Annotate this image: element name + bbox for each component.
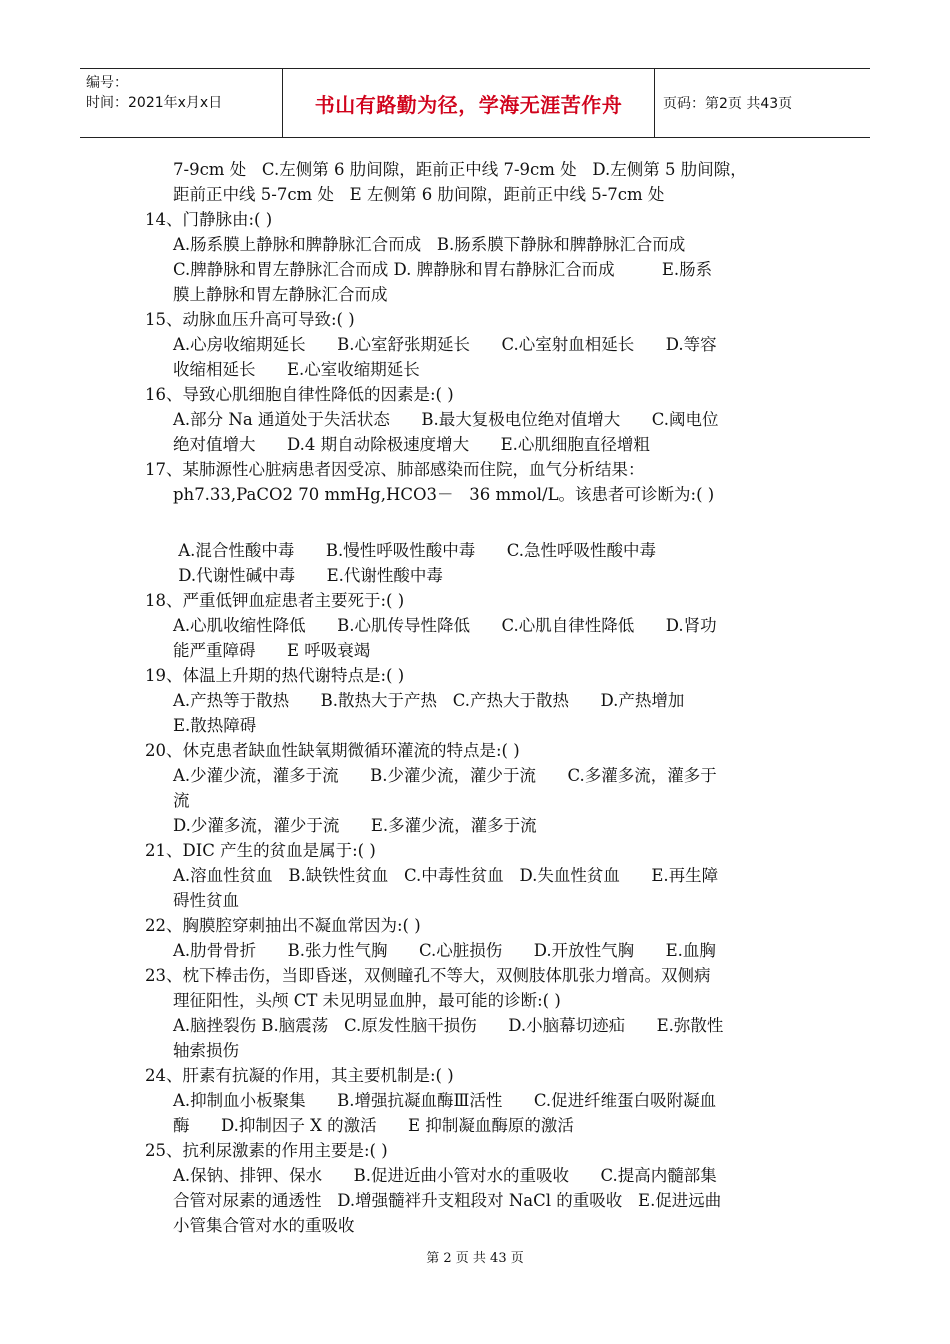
answer-options: A.产热等于散热 B.散热大于产热 C.产热大于散热 D.产热增加 [173,691,685,710]
answer-options: A.溶血性贫血 B.缺铁性贫血 C.中毒性贫血 D.失血性贫血 E.再生障 [173,866,719,885]
question-stem: 23、枕下棒击伤，当即昏迷，双侧瞳孔不等大，双侧肢体肌张力增高。双侧病 [145,966,711,985]
question-stem: 21、DIC 产生的贫血是属于:( ) [145,841,376,860]
header-page-number: 页码：第2页 共43页 [663,96,793,112]
text-line: 7-9cm 处 C.左侧第 6 肋间隙，距前正中线 7-9cm 处 D.左侧第 5 肋间隙， [173,160,747,179]
page-footer: 第 2 页 共 43 页 [426,1251,524,1266]
answer-options: A.心房收缩期延长 B.心室舒张期延长 C.心室射血相延长 D.等容 [173,335,717,354]
question-stem: 18、严重低钾血症患者主要死于:( ) [145,591,405,610]
answer-options: 能严重障碍 E 呼吸衰竭 [173,641,371,660]
answer-options: 绝对值增大 D.4 期自动除极速度增大 E.心肌细胞直径增粗 [173,435,650,454]
header-motto-cell [283,69,655,137]
page-header [80,68,870,138]
question-stem: 19、体温上升期的热代谢特点是:( ) [145,666,405,685]
header-page-cell [655,69,870,137]
answer-options: 酶 D.抑制因子 X 的激活 E 抑制凝血酶原的激活 [173,1116,574,1135]
answer-options: A.脑挫裂伤 B.脑震荡 C.原发性脑干损伤 D.小脑幕切迹疝 E.弥散性 [173,1016,724,1035]
answer-options: 轴索损伤 [173,1041,239,1060]
question-stem-continued: 理征阳性，头颅 CT 未见明显血肿，最可能的诊断:( ) [173,991,561,1010]
document-number-label: 编号： [86,75,128,91]
question-stem: 20、休克患者缺血性缺氧期微循环灌流的特点是:( ) [145,741,520,760]
answer-options: 膜上静脉和胃左静脉汇合而成 [173,285,388,304]
header-info-cell [80,69,283,137]
answer-options: 碍性贫血 [173,891,239,910]
question-body [145,157,815,1238]
answer-options: E.散热障碍 [173,716,257,735]
answer-options: C.脾静脉和胃左静脉汇合而成 D. 脾静脉和胃右静脉汇合而成 E.肠系 [173,260,713,279]
answer-options: A.少灌少流，灌多于流 B.少灌少流，灌少于流 C.多灌多流，灌多于 [173,766,717,785]
answer-options: 小管集合管对水的重吸收 [173,1216,355,1235]
answer-options: A.肋骨骨折 B.张力性气胸 C.心脏损伤 D.开放性气胸 E.血胸 [173,941,716,960]
question-stem-continued: ph7.33,PaCO2 70 mmHg,HCO3－ 36 mmol/L。该患者可诊断为:( ) [173,485,715,504]
question-stem: 22、胸膜腔穿刺抽出不凝血常因为:( ) [145,916,421,935]
question-stem: 14、门静脉由:( ) [145,210,273,229]
answer-options: A.肠系膜上静脉和脾静脉汇合而成 B.肠系膜下静脉和脾静脉汇合而成 [173,235,686,254]
header-motto: 书山有路勤为径，学海无涯苦作舟 [314,92,623,117]
question-stem: 24、肝素有抗凝的作用，其主要机制是:( ) [145,1066,454,1085]
question-stem: 17、某肺源性心脏病患者因受凉、肺部感染而住院，血气分析结果： [145,460,645,479]
answer-options: A.混合性酸中毒 B.慢性呼吸性酸中毒 C.急性呼吸性酸中毒 [173,541,656,560]
document-time-label: 时间：2021年x月x日 [86,95,223,111]
question-stem: 25、抗利尿激素的作用主要是:( ) [145,1141,388,1160]
question-stem: 15、动脉血压升高可导致:( ) [145,310,355,329]
blank-line [145,507,815,538]
answer-options: A.部分 Na 通道处于失活状态 B.最大复极电位绝对值增大 C.阈电位 [173,410,719,429]
answer-options: 合管对尿素的通透性 D.增强髓袢升支粗段对 NaCl 的重吸收 E.促进远曲 [173,1191,722,1210]
answer-options: A.保钠、排钾、保水 B.促进近曲小管对水的重吸收 C.提高内髓部集 [173,1166,717,1185]
answer-options: D.少灌多流，灌少于流 E.多灌少流，灌多于流 [173,816,537,835]
text-line: 距前正中线 5-7cm 处 E 左侧第 6 肋间隙，距前正中线 5-7cm 处 [173,185,665,204]
answer-options: 流 [173,791,190,810]
answer-options: A.抑制血小板聚集 B.增强抗凝血酶Ⅲ活性 C.促进纤维蛋白吸附凝血 [173,1091,717,1110]
question-stem: 16、导致心肌细胞自律性降低的因素是:( ) [145,385,454,404]
answer-options: D.代谢性碱中毒 E.代谢性酸中毒 [173,566,443,585]
answer-options: A.心肌收缩性降低 B.心肌传导性降低 C.心肌自律性降低 D.肾功 [173,616,717,635]
answer-options: 收缩相延长 E.心室收缩期延长 [173,360,420,379]
